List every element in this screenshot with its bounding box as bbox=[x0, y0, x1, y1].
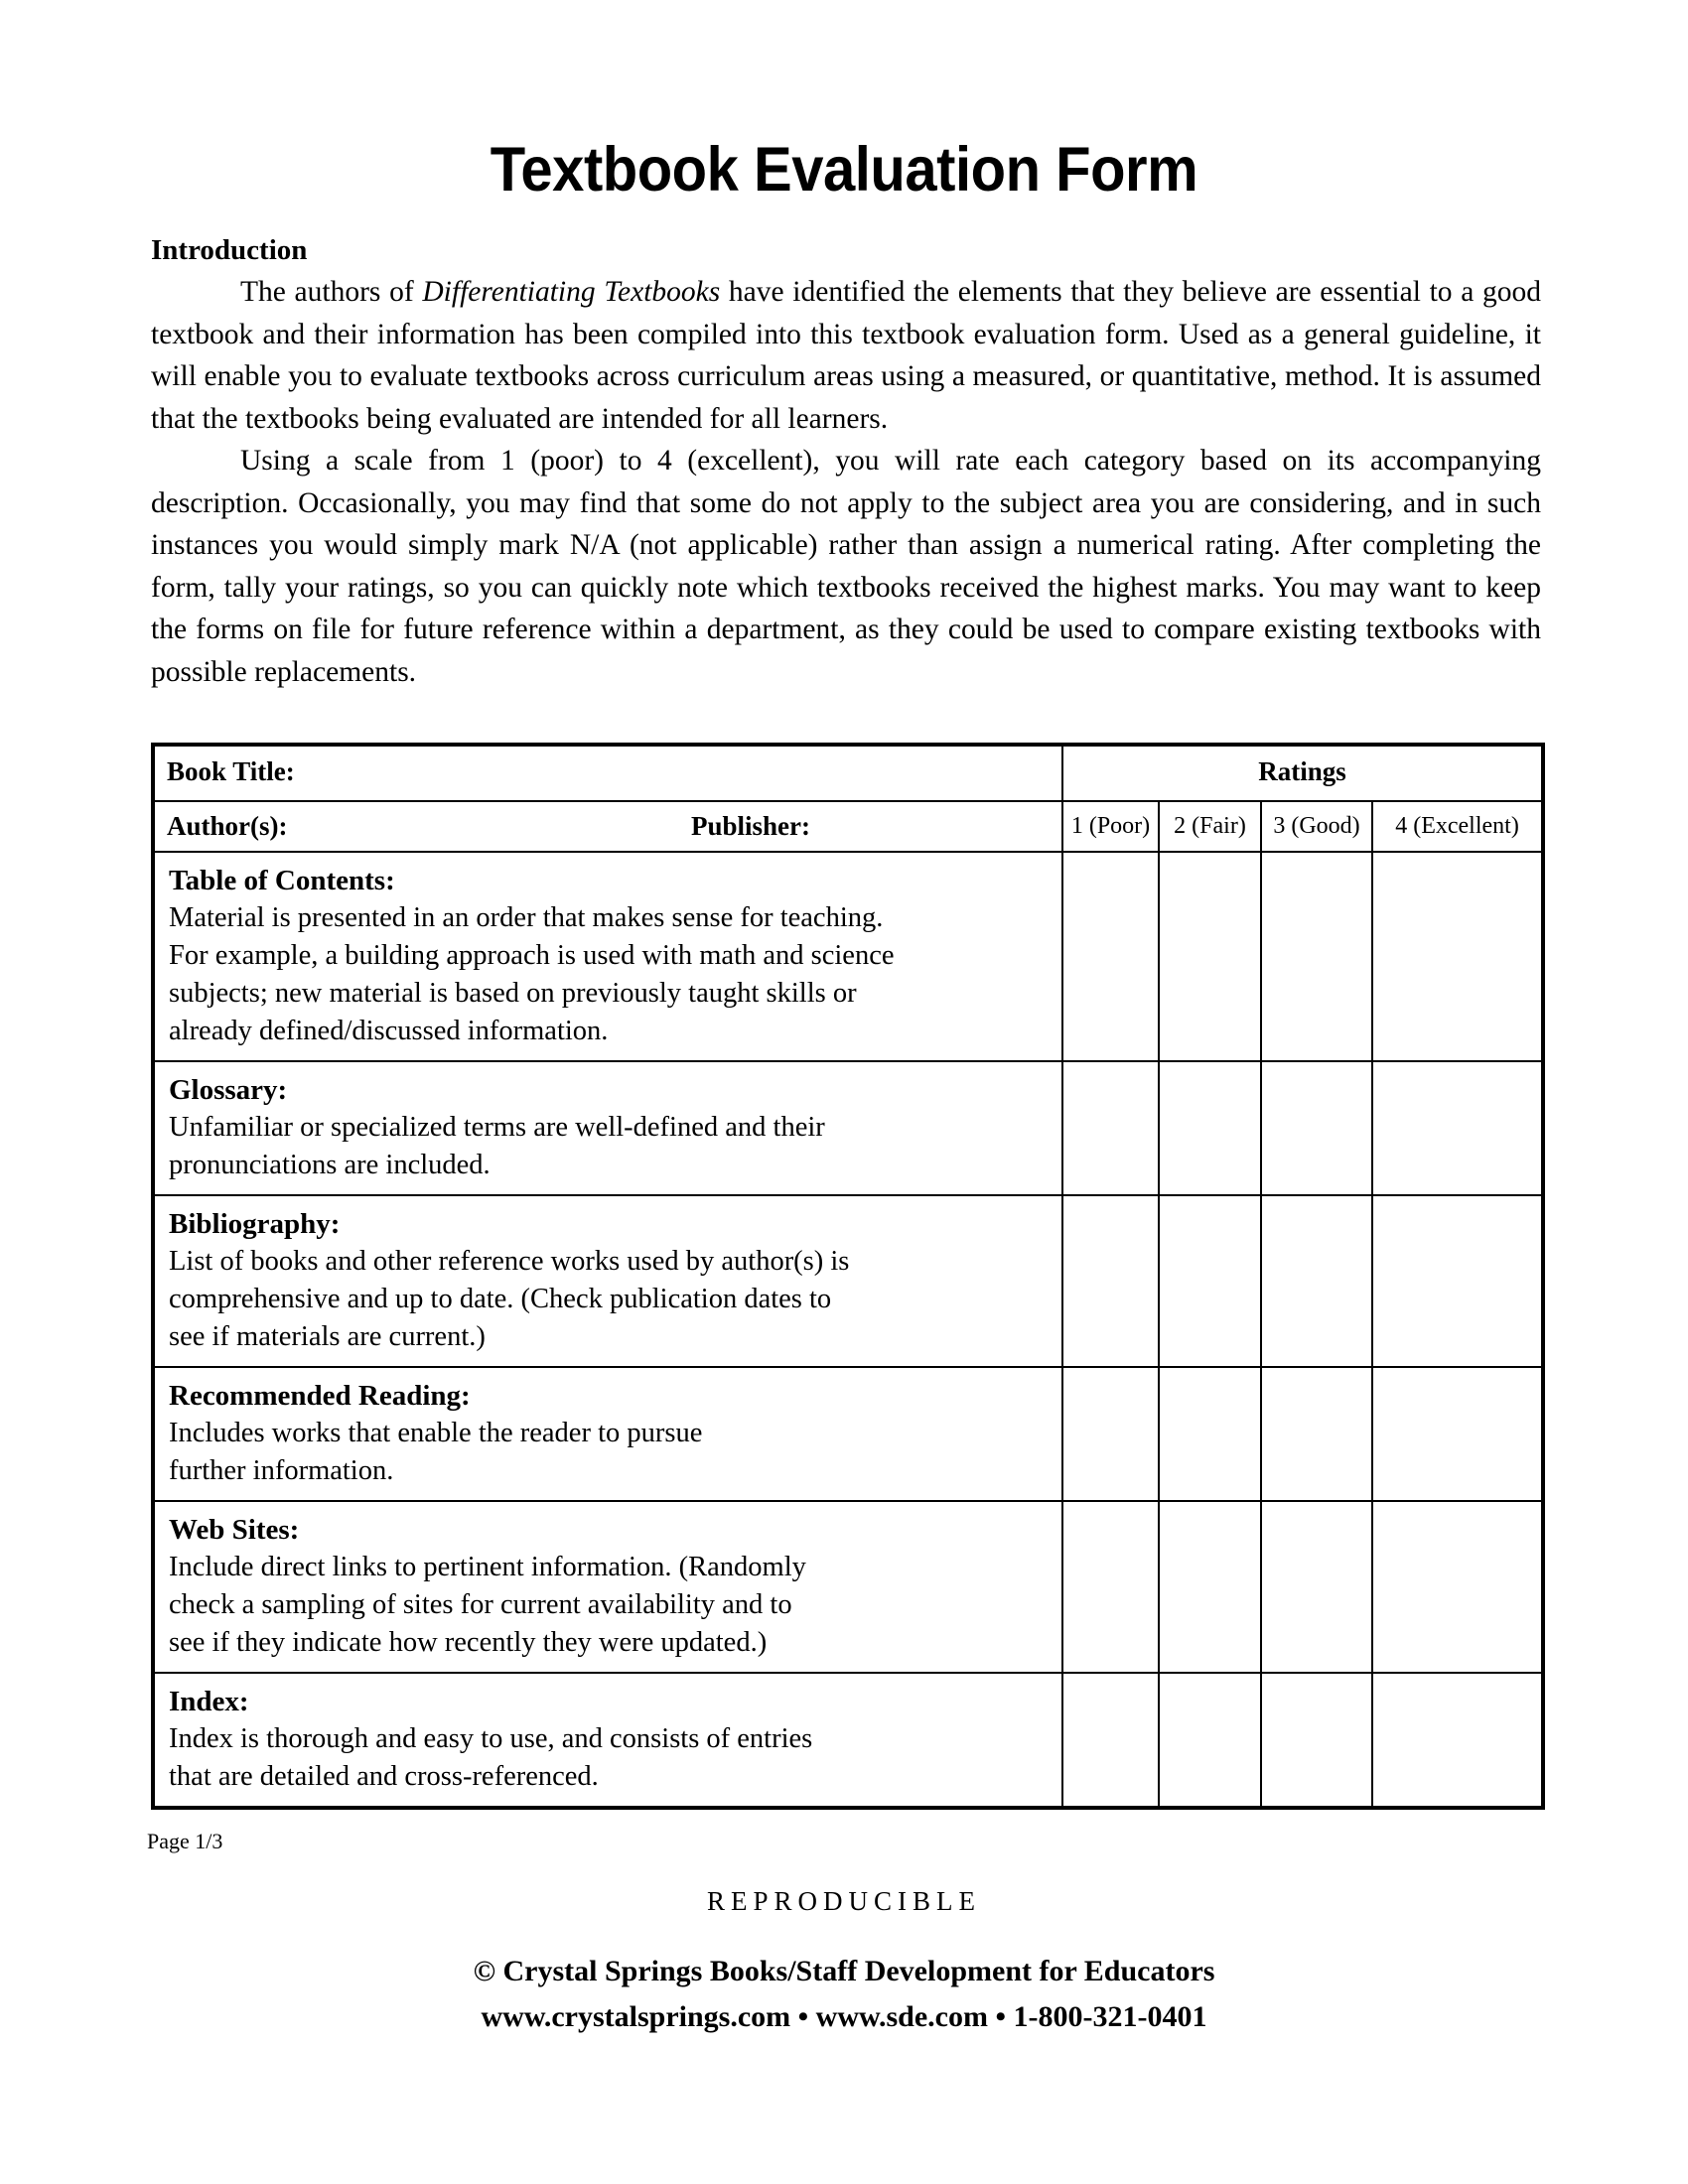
rating-checkbox-2[interactable] bbox=[1159, 1673, 1261, 1808]
criterion-title: Bibliography: bbox=[169, 1208, 341, 1240]
table-row-book-title bbox=[153, 745, 1543, 801]
rating-checkbox-1[interactable] bbox=[1062, 1195, 1159, 1367]
table-row-author-publisher bbox=[153, 801, 1543, 852]
table-row bbox=[153, 852, 1543, 1061]
table-row bbox=[153, 1195, 1543, 1367]
rating-checkbox-1[interactable] bbox=[1062, 1501, 1159, 1673]
introduction-heading: Introduction bbox=[151, 234, 308, 266]
rating-column-header-1: 1 (Poor) bbox=[1062, 801, 1159, 852]
criterion-line: see if materials are current.) bbox=[169, 1321, 486, 1352]
criterion-cell-glossary bbox=[153, 1061, 1062, 1195]
author-label: Author(s): bbox=[167, 811, 288, 841]
criterion-line: Includes works that enable the reader to pursue bbox=[169, 1418, 703, 1448]
rating-checkbox-3[interactable] bbox=[1261, 1673, 1372, 1808]
rating-checkbox-4[interactable] bbox=[1372, 1061, 1543, 1195]
criterion-line: Unfamiliar or specialized terms are well-defined and their bbox=[169, 1112, 825, 1143]
criterion-line: pronunciations are included. bbox=[169, 1150, 491, 1180]
criterion-line: already defined/discussed information. bbox=[169, 1016, 609, 1046]
criterion-line: further information. bbox=[169, 1455, 394, 1486]
book-title-cell[interactable]: Book Title: bbox=[153, 745, 1062, 801]
criterion-cell-bibliography bbox=[153, 1195, 1062, 1367]
criterion-line: comprehensive and up to date. (Check publication dates to bbox=[169, 1284, 832, 1314]
author-publisher-cell[interactable] bbox=[153, 801, 1062, 852]
rating-column-header-2: 2 (Fair) bbox=[1159, 801, 1261, 852]
intro-p1-part2: have identified the elements that they believe are essential to a good textbook and their information has been compiled into this textbook evaluation form. Used as a general guideline, it will enable you to evaluate textbooks across curriculum areas using a measured, or quantitative, method. It is assumed that the textbooks being evaluated are intended for all learners. bbox=[151, 276, 1542, 435]
criterion-title: Index: bbox=[169, 1686, 249, 1717]
rating-checkbox-1[interactable] bbox=[1062, 1673, 1159, 1808]
criterion-line: List of books and other reference works used by author(s) is bbox=[169, 1246, 850, 1277]
rating-checkbox-2[interactable] bbox=[1159, 1501, 1261, 1673]
reproducible-notice: REPRODUCIBLE bbox=[706, 1886, 982, 1916]
criterion-line: For example, a building approach is used with math and science bbox=[169, 940, 895, 971]
criterion-line: subjects; new material is based on previously taught skills or bbox=[169, 978, 857, 1009]
criterion-cell-recommended-reading bbox=[153, 1367, 1062, 1501]
criterion-line: Index is thorough and easy to use, and consists of entries bbox=[169, 1723, 813, 1754]
rating-checkbox-4[interactable] bbox=[1372, 852, 1543, 1061]
criterion-title: Web Sites: bbox=[169, 1514, 300, 1546]
table-row bbox=[153, 1501, 1543, 1673]
criterion-title: Recommended Reading: bbox=[169, 1380, 471, 1412]
rating-checkbox-4[interactable] bbox=[1372, 1195, 1543, 1367]
ratings-header-cell: Ratings bbox=[1062, 745, 1543, 801]
criterion-title: Table of Contents: bbox=[169, 865, 395, 896]
rating-checkbox-3[interactable] bbox=[1261, 1501, 1372, 1673]
criterion-line: that are detailed and cross-referenced. bbox=[169, 1761, 599, 1792]
rating-checkbox-3[interactable] bbox=[1261, 1367, 1372, 1501]
criterion-line: check a sampling of sites for current availability and to bbox=[169, 1589, 792, 1620]
introduction-paragraph-1 bbox=[151, 271, 1541, 440]
rating-checkbox-3[interactable] bbox=[1261, 1195, 1372, 1367]
rating-checkbox-1[interactable] bbox=[1062, 1367, 1159, 1501]
copyright-line: © Crystal Springs Books/Staff Development for Educators bbox=[473, 1955, 1215, 1987]
rating-checkbox-3[interactable] bbox=[1261, 852, 1372, 1061]
rating-checkbox-3[interactable] bbox=[1261, 1061, 1372, 1195]
rating-column-header-4: 4 (Excellent) bbox=[1372, 801, 1543, 852]
rating-checkbox-4[interactable] bbox=[1372, 1367, 1543, 1501]
rating-checkbox-4[interactable] bbox=[1372, 1501, 1543, 1673]
page-title: Textbook Evaluation Form bbox=[490, 135, 1198, 205]
book-title-italic: Differentiating Textbooks bbox=[422, 276, 721, 309]
table-row bbox=[153, 1061, 1543, 1195]
rating-column-header-3: 3 (Good) bbox=[1261, 801, 1372, 852]
publisher-label: Publisher: bbox=[691, 811, 811, 841]
introduction-section bbox=[151, 234, 1541, 693]
introduction-paragraph-2: Using a scale from 1 (poor) to 4 (excellent), you will rate each category based on its accompanying description. Occasionally, you may find that some do not apply to the subject area you are considering, and in such instances you would simply mark N/A (not applicable) rather than assign a numerical rating. After completing the form, tally your ratings, so you can quickly note which textbooks received the highest marks. You may want to keep the forms on file for future reference within a department, as they could be used to compare existing textbooks with possible replacements. bbox=[151, 445, 1541, 688]
rating-checkbox-1[interactable] bbox=[1062, 852, 1159, 1061]
table-row bbox=[153, 1673, 1543, 1808]
rating-checkbox-2[interactable] bbox=[1159, 852, 1261, 1061]
page-number: Page 1/3 bbox=[147, 1829, 223, 1853]
criterion-line: Include direct links to pertinent information. (Randomly bbox=[169, 1552, 806, 1582]
intro-p1-part1: The authors of bbox=[240, 276, 423, 309]
rating-checkbox-4[interactable] bbox=[1372, 1673, 1543, 1808]
criterion-line: see if they indicate how recently they were updated.) bbox=[169, 1627, 768, 1658]
criterion-cell-index bbox=[153, 1673, 1062, 1808]
table-row bbox=[153, 1367, 1543, 1501]
rating-checkbox-2[interactable] bbox=[1159, 1061, 1261, 1195]
rating-checkbox-1[interactable] bbox=[1062, 1061, 1159, 1195]
criterion-line: Material is presented in an order that makes sense for teaching. bbox=[169, 902, 884, 933]
evaluation-table bbox=[151, 743, 1545, 1810]
rating-checkbox-2[interactable] bbox=[1159, 1367, 1261, 1501]
contact-line: www.crystalsprings.com • www.sde.com • 1-800-321-0401 bbox=[481, 2000, 1207, 2033]
rating-checkbox-2[interactable] bbox=[1159, 1195, 1261, 1367]
criterion-title: Glossary: bbox=[169, 1074, 288, 1106]
criterion-cell-web-sites bbox=[153, 1501, 1062, 1673]
criterion-cell-table-of-contents bbox=[153, 852, 1062, 1061]
